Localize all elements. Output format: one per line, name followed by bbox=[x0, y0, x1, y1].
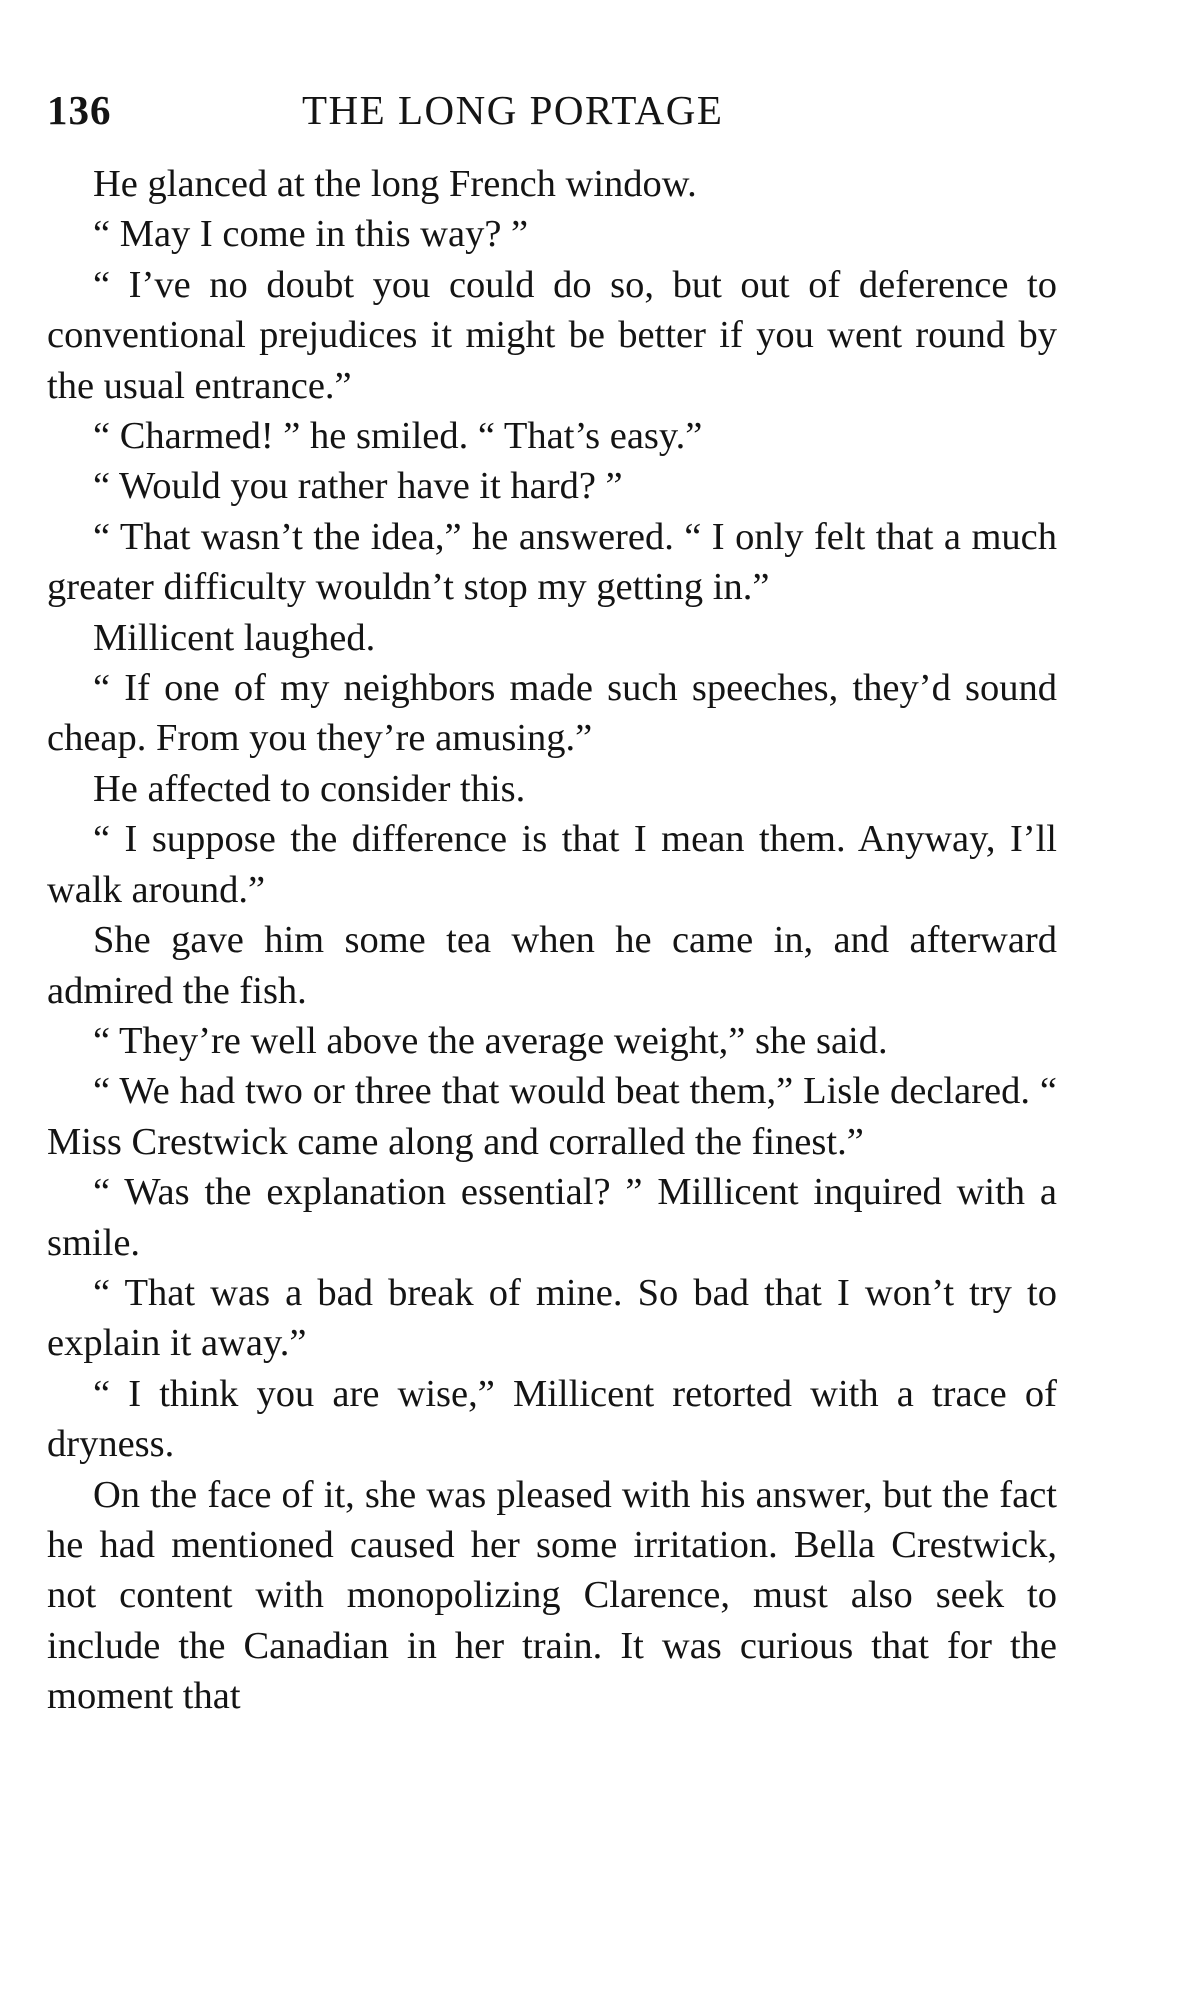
paragraph: “ May I come in this way? ” bbox=[93, 213, 529, 256]
paragraph: She gave him some tea when he came in, and afterward admired the fish. bbox=[47, 919, 1057, 1012]
paragraph: “ Was the explanation essential? ” Millicent inquired with a smile. bbox=[47, 1171, 1057, 1264]
book-title: THE LONG PORTAGE bbox=[302, 87, 724, 133]
page-number: 136 bbox=[47, 87, 112, 133]
paragraph: “ That wasn’t the idea,” he answered. “ I only felt that a much greater difficulty wouldn’t stop my getting in.” bbox=[47, 515, 1057, 609]
running-head bbox=[47, 82, 1057, 138]
paragraph: “ Charmed! ” he smiled. “ That’s easy.” bbox=[93, 415, 703, 458]
paragraph: He glanced at the long French window. bbox=[93, 163, 697, 205]
paragraph: “ We had two or three that would beat them,” Lisle declared. “ Miss Crestwick came along and corralled the finest.” bbox=[47, 1070, 1057, 1163]
paragraph: “ They’re well above the average weight,” she said. bbox=[93, 1019, 888, 1062]
paragraph: “ That was a bad break of mine. So bad that I won’t try to explain it away.” bbox=[47, 1271, 1057, 1365]
paragraph: He affected to consider this. bbox=[93, 767, 526, 810]
paragraph: “ I suppose the difference is that I mean them. Anyway, I’ll walk around.” bbox=[47, 818, 1057, 911]
paragraph: “ I think you are wise,” Millicent retorted with a trace of dryness. bbox=[47, 1372, 1057, 1466]
paragraph: “ If one of my neighbors made such speeches, they’d sound cheap. From you they’re amusing.” bbox=[47, 667, 1057, 760]
body-text bbox=[47, 159, 1057, 1722]
paragraph: Millicent laughed. bbox=[93, 616, 376, 659]
paragraph: “ Would you rather have it hard? ” bbox=[93, 465, 623, 508]
paragraph: On the face of it, she was pleased with his answer, but the fact he had mentioned caused her some irritation. Bella Crestwick, not content with monopolizing Clarence, must also seek to include the Canadian in her train. It was curious that for the moment that bbox=[47, 1473, 1057, 1718]
book-page bbox=[47, 82, 1057, 1722]
paragraph: “ I’ve no doubt you could do so, but out of deference to conventional prejudices it might be better if you went round by the usual entrance.” bbox=[47, 263, 1057, 407]
